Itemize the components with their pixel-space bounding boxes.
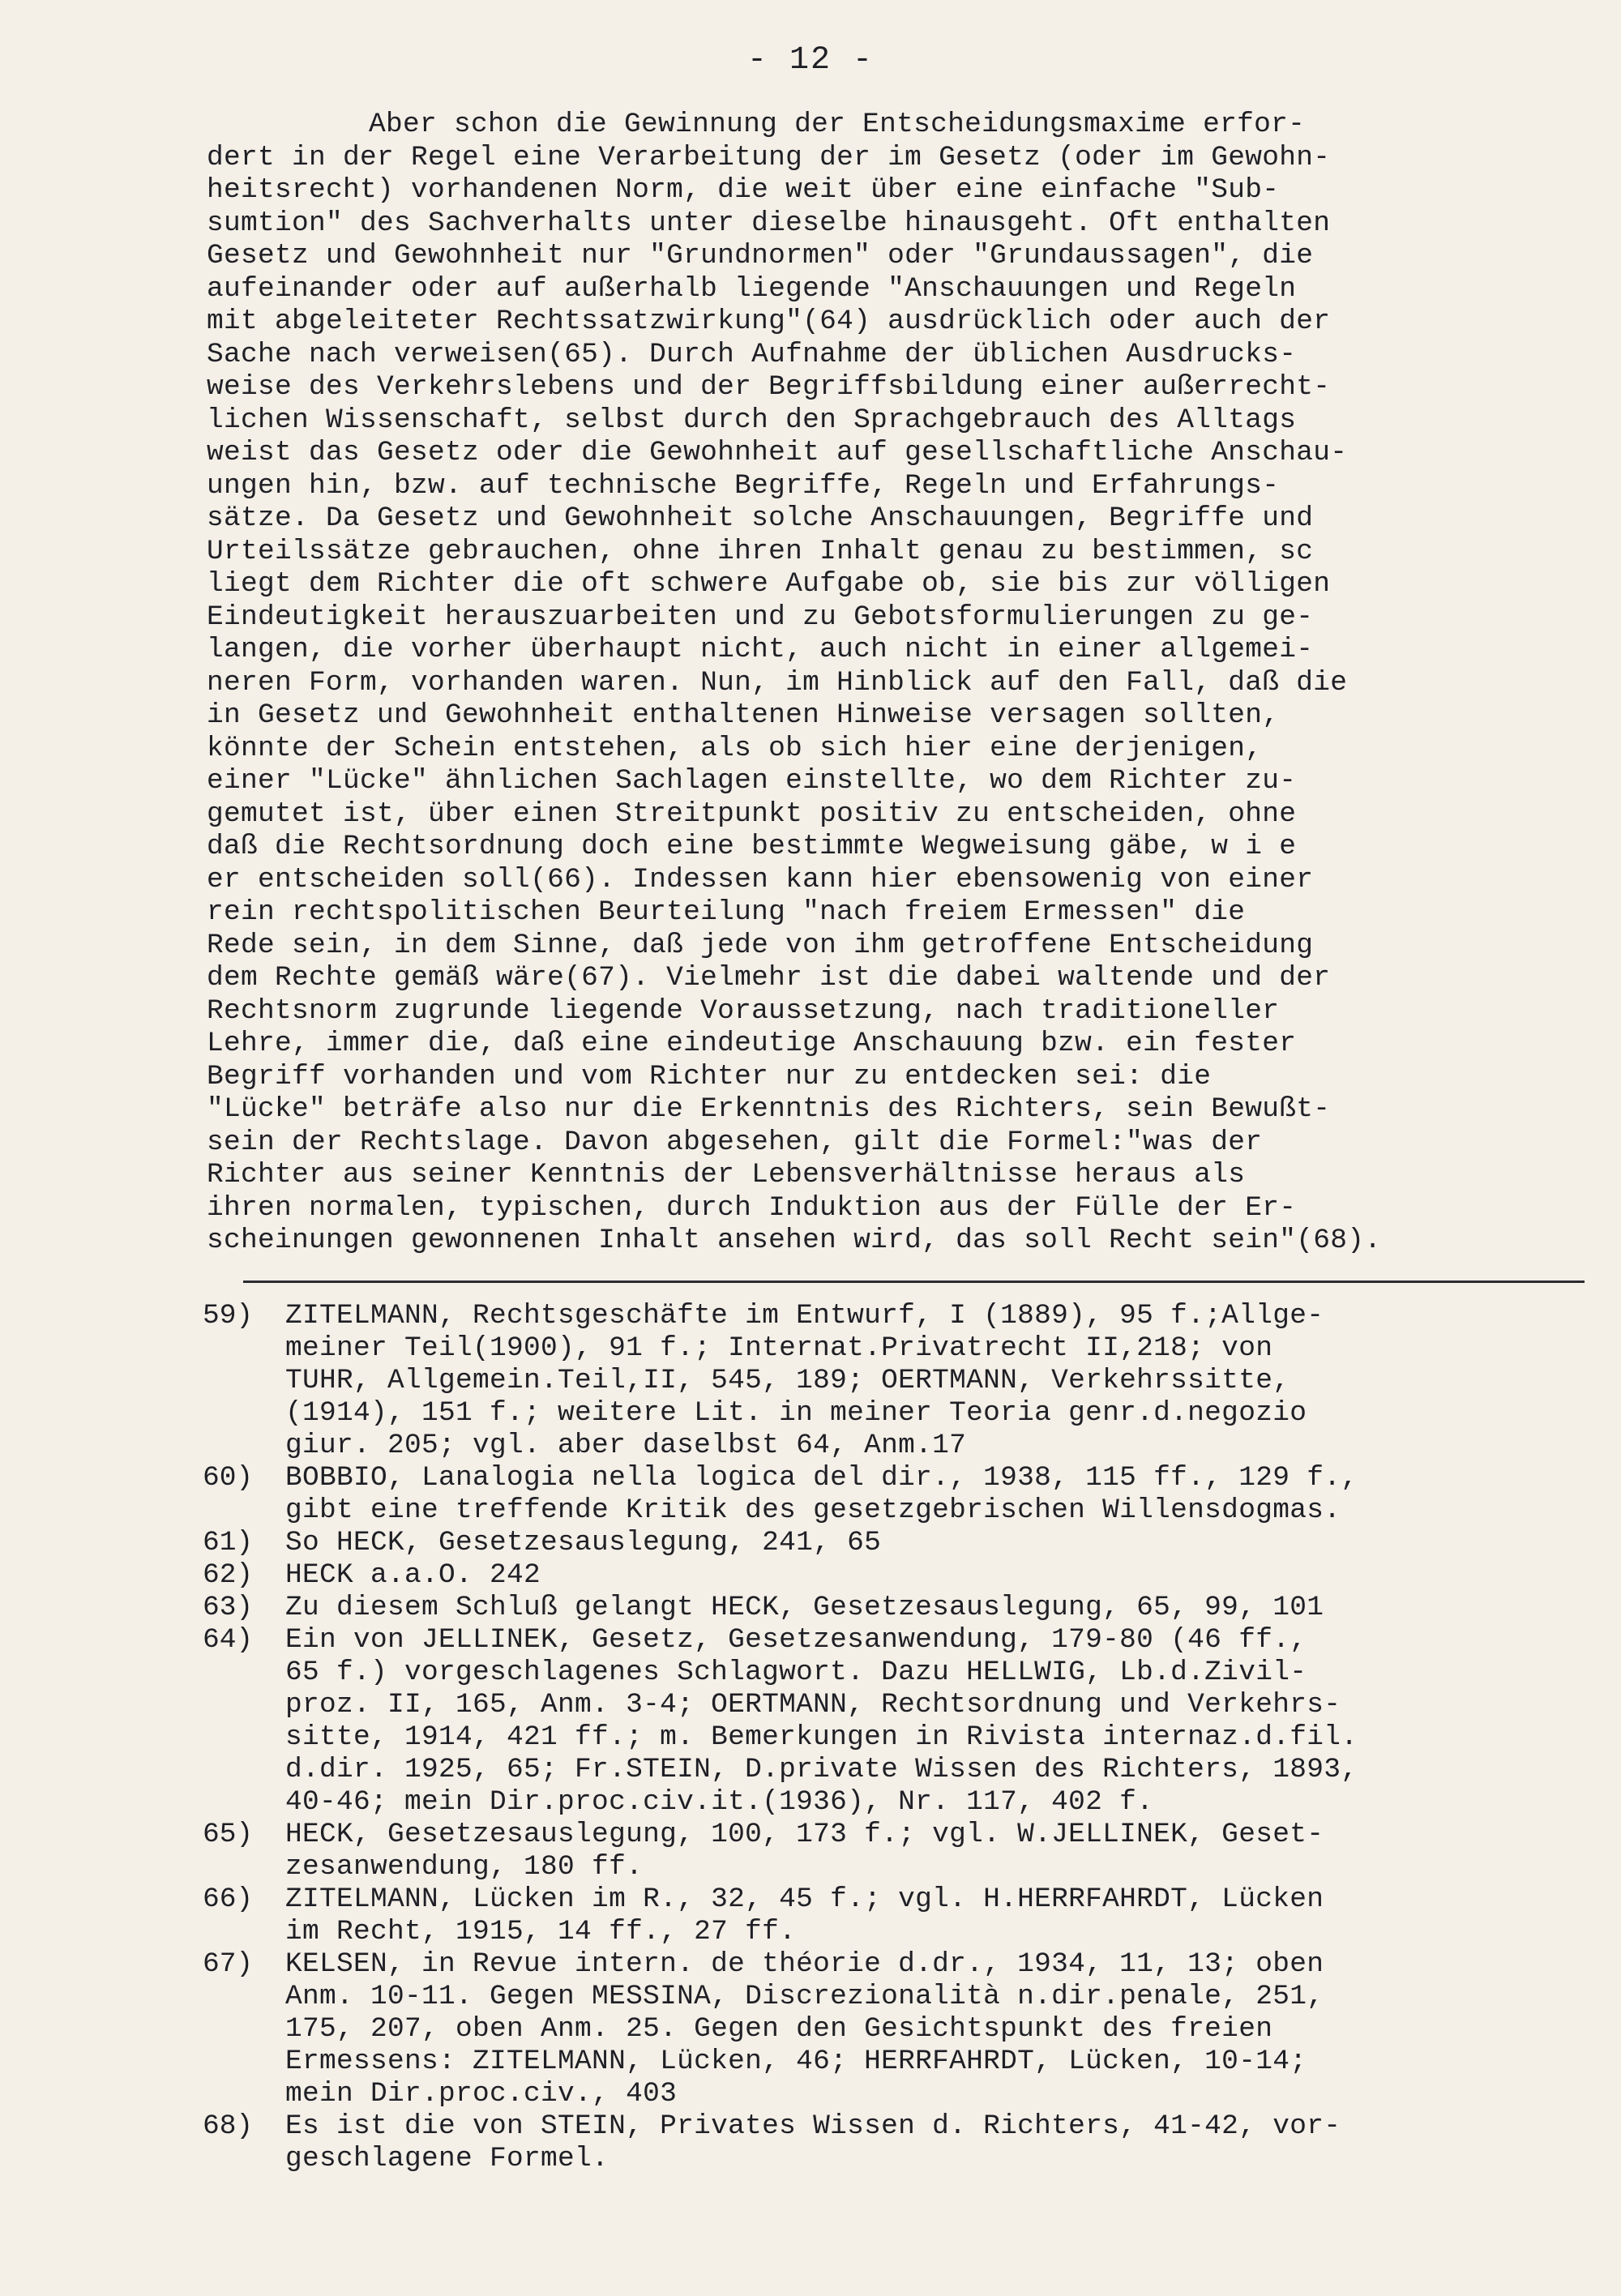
footnote-line: TUHR, Allgemein.Teil,II, 545, 189; OERTMANN, Verkehrssitte, (285, 1365, 1290, 1396)
footnote-line: Ermessens: ZITELMANN, Lücken, 46; HERRFAHRDT, Lücken, 10-14; (285, 2046, 1307, 2077)
paragraph-line: daß die Rechtsordnung doch eine bestimmte Wegweisung gäbe, w i e (207, 831, 1297, 862)
footnote-line: HECK, Gesetzesauslegung, 100, 173 f.; vgl. W.JELLINEK, Geset- (285, 1819, 1324, 1850)
paragraph-line: "Lücke" beträfe also nur die Erkenntnis des Richters, sein Bewußt- (207, 1093, 1331, 1125)
footnote (203, 1883, 1589, 1948)
main-paragraph (207, 109, 1568, 1258)
paragraph-line: lichen Wissenschaft, selbst durch den Sprachgebrauch des Alltags (207, 404, 1297, 436)
footnote-line: sitte, 1914, 421 ff.; m. Bemerkungen in Rivista internaz.d.fil. (285, 1721, 1358, 1753)
paragraph-line: ihren normalen, typischen, durch Induktion aus der Fülle der Er- (207, 1191, 1297, 1224)
footnote-line: mein Dir.proc.civ., 403 (285, 2078, 678, 2110)
paragraph-line: Rede sein, in dem Sinne, daß jede von ihm getroffene Entscheidung (207, 929, 1314, 961)
paragraph-line: gemutet ist, über einen Streitpunkt positiv zu entscheiden, ohne (207, 797, 1297, 830)
paragraph-line: dem Rechte gemäß wäre(67). Vielmehr ist die dabei waltende und der (207, 962, 1331, 994)
footnote-line: 175, 207, oben Anm. 25. Gegen den Gesichtspunkt des freien (285, 2013, 1273, 2045)
paragraph-line: Urteilssätze gebrauchen, ohne ihren Inhalt genau zu bestimmen, sc (207, 535, 1314, 567)
footnote-line: KELSEN, in Revue intern. de théorie d.dr., 1934, 11, 13; oben (285, 1948, 1324, 1980)
footnote-line: gibt eine treffende Kritik des gesetzgebrischen Willensdogmas. (285, 1494, 1341, 1526)
paragraph-line: weist das Gesetz oder die Gewohnheit auf gesellschaftliche Anschau- (207, 437, 1348, 468)
footnote (203, 1300, 1589, 1462)
paragraph-line: rein rechtspolitischen Beurteilung "nach freiem Ermessen" die (207, 896, 1246, 928)
paragraph-line: Sache nach verweisen(65). Durch Aufnahme der üblichen Ausdrucks- (207, 338, 1297, 370)
footnote-number: 68) (203, 2110, 254, 2142)
paragraph-line: aufeinander oder auf außerhalb liegende "Anschauungen und Regeln (207, 272, 1297, 305)
footnote (203, 1559, 1589, 1592)
footnote-line: ZITELMANN, Lücken im R., 32, 45 f.; vgl. H.HERRFAHRDT, Lücken (285, 1883, 1324, 1915)
page-number: - 12 - (746, 42, 875, 79)
footnote-number: 59) (203, 1300, 254, 1332)
paragraph-line: mit abgeleiteter Rechtssatzwirkung"(64) ausdrücklich oder auch der (207, 306, 1331, 337)
paragraph-line: könnte der Schein entstehen, als ob sich hier eine derjenigen, (207, 732, 1263, 764)
footnote (203, 1592, 1589, 1624)
paragraph-line: ungen hin, bzw. auf technische Begriffe, Regeln und Erfahrungs- (207, 469, 1280, 502)
footnote-line: giur. 205; vgl. aber daselbst 64, Anm.17 (285, 1430, 967, 1461)
paragraph-line: neren Form, vorhanden waren. Nun, im Hinblick auf den Fall, daß die (207, 666, 1348, 699)
paragraph-line: scheinungen gewonnenen Inhalt ansehen wird, das soll Recht sein"(68). (207, 1225, 1382, 1256)
footnote-line: ZITELMANN, Rechtsgeschäfte im Entwurf, I (1889), 95 f.;Allge- (285, 1300, 1324, 1332)
footnote-line: d.dir. 1925, 65; Fr.STEIN, D.private Wissen des Richters, 1893, (285, 1754, 1358, 1785)
paragraph-line: Lehre, immer die, daß eine eindeutige Anschauung bzw. ein fester (207, 1028, 1297, 1059)
footnote-line: BOBBIO, Lanalogia nella logica del dir., 1938, 115 ff., 129 f., (285, 1462, 1358, 1494)
footnote-separator (243, 1281, 1585, 1283)
footnote-line: Anm. 10-11. Gegen MESSINA, Discrezionalità n.dir.penale, 251, (285, 1981, 1324, 2012)
footnote-line: 65 f.) vorgeschlagenes Schlagwort. Dazu HELLWIG, Lb.d.Zivil- (285, 1657, 1307, 1688)
paragraph-line: sätze. Da Gesetz und Gewohnheit solche Anschauungen, Begriffe und (207, 502, 1314, 534)
footnote-number: 66) (203, 1883, 254, 1915)
footnote (203, 1948, 1589, 2110)
footnote-number: 60) (203, 1462, 254, 1494)
footnote-line: So HECK, Gesetzesauslegung, 241, 65 (285, 1527, 882, 1558)
paragraph-line: langen, die vorher überhaupt nicht, auch nicht in einer allgemei- (207, 634, 1314, 665)
paragraph-line: Rechtsnorm zugrunde liegende Voraussetzung, nach traditioneller (207, 994, 1280, 1027)
paragraph-line: heitsrecht) vorhandenen Norm, die weit über eine einfache "Sub- (207, 174, 1280, 206)
paragraph-line: in Gesetz und Gewohnheit enthaltenen Hinweise versagen sollten, (207, 699, 1280, 731)
footnote (203, 1819, 1589, 1883)
footnote (203, 1624, 1589, 1819)
footnote-number: 62) (203, 1559, 254, 1591)
paragraph-line: Gesetz und Gewohnheit nur "Grundnormen" oder "Grundaussagen", die (207, 240, 1314, 272)
footnotes (203, 1300, 1589, 2175)
footnote-line: geschlagene Formel. (285, 2143, 609, 2174)
paragraph-line: dert in der Regel eine Verarbeitung der im Gesetz (oder im Gewohn- (207, 141, 1331, 173)
paragraph-line: weise des Verkehrslebens und der Begriffsbildung einer außerrecht- (207, 371, 1331, 403)
footnote (203, 1462, 1589, 1527)
footnote-number: 61) (203, 1527, 254, 1558)
paragraph-line: Richter aus seiner Kenntnis der Lebensverhältnisse heraus als (207, 1159, 1246, 1191)
paragraph-line: Eindeutigkeit herauszuarbeiten und zu Gebotsformulierungen zu ge- (207, 601, 1314, 633)
paragraph-line: er entscheiden soll(66). Indessen kann hier ebensowenig von einer (207, 863, 1314, 896)
paragraph-line: Begriff vorhanden und vom Richter nur zu entdecken sei: die (207, 1060, 1212, 1092)
footnote-line: 40-46; mein Dir.proc.civ.it.(1936), Nr. 117, 402 f. (285, 1786, 1154, 1818)
footnote-line: Ein von JELLINEK, Gesetz, Gesetzesanwendung, 179-80 (46 ff., (285, 1624, 1307, 1656)
paragraph-line: liegt dem Richter die oft schwere Aufgabe ob, sie bis zur völligen (207, 568, 1331, 600)
footnote-line: Zu diesem Schluß gelangt HECK, Gesetzesauslegung, 65, 99, 101 (285, 1592, 1324, 1623)
footnote-line: (1914), 151 f.; weitere Lit. in meiner Teoria genr.d.negozio (285, 1397, 1307, 1429)
footnote-line: meiner Teil(1900), 91 f.; Internat.Privatrecht II,218; von (285, 1332, 1273, 1364)
paragraph-line: sumtion" des Sachverhalts unter dieselbe hinausgeht. Oft enthalten (207, 207, 1331, 239)
footnote (203, 1527, 1589, 1559)
footnote (203, 2110, 1589, 2175)
footnote-line: zesanwendung, 180 ff. (285, 1851, 644, 1883)
footnote-line: Es ist die von STEIN, Privates Wissen d. Richters, 41-42, vor- (285, 2110, 1341, 2142)
paragraph-line: sein der Rechtslage. Davon abgesehen, gilt die Formel:"was der (207, 1126, 1263, 1158)
footnote-number: 67) (203, 1948, 254, 1980)
footnote-number: 64) (203, 1624, 254, 1656)
paragraph-line: einer "Lücke" ähnlichen Sachlagen einstellte, wo dem Richter zu- (207, 765, 1297, 797)
footnote-line: im Recht, 1915, 14 ff., 27 ff. (285, 1916, 797, 1948)
footnote-number: 65) (203, 1819, 254, 1850)
footnote-number: 63) (203, 1592, 254, 1623)
paragraph-line: Aber schon die Gewinnung der Entscheidungsmaxime erfor- (369, 109, 1306, 140)
footnote-line: proz. II, 165, Anm. 3-4; OERTMANN, Rechtsordnung und Verkehrs- (285, 1689, 1341, 1721)
footnote-line: HECK a.a.O. 242 (285, 1559, 541, 1591)
